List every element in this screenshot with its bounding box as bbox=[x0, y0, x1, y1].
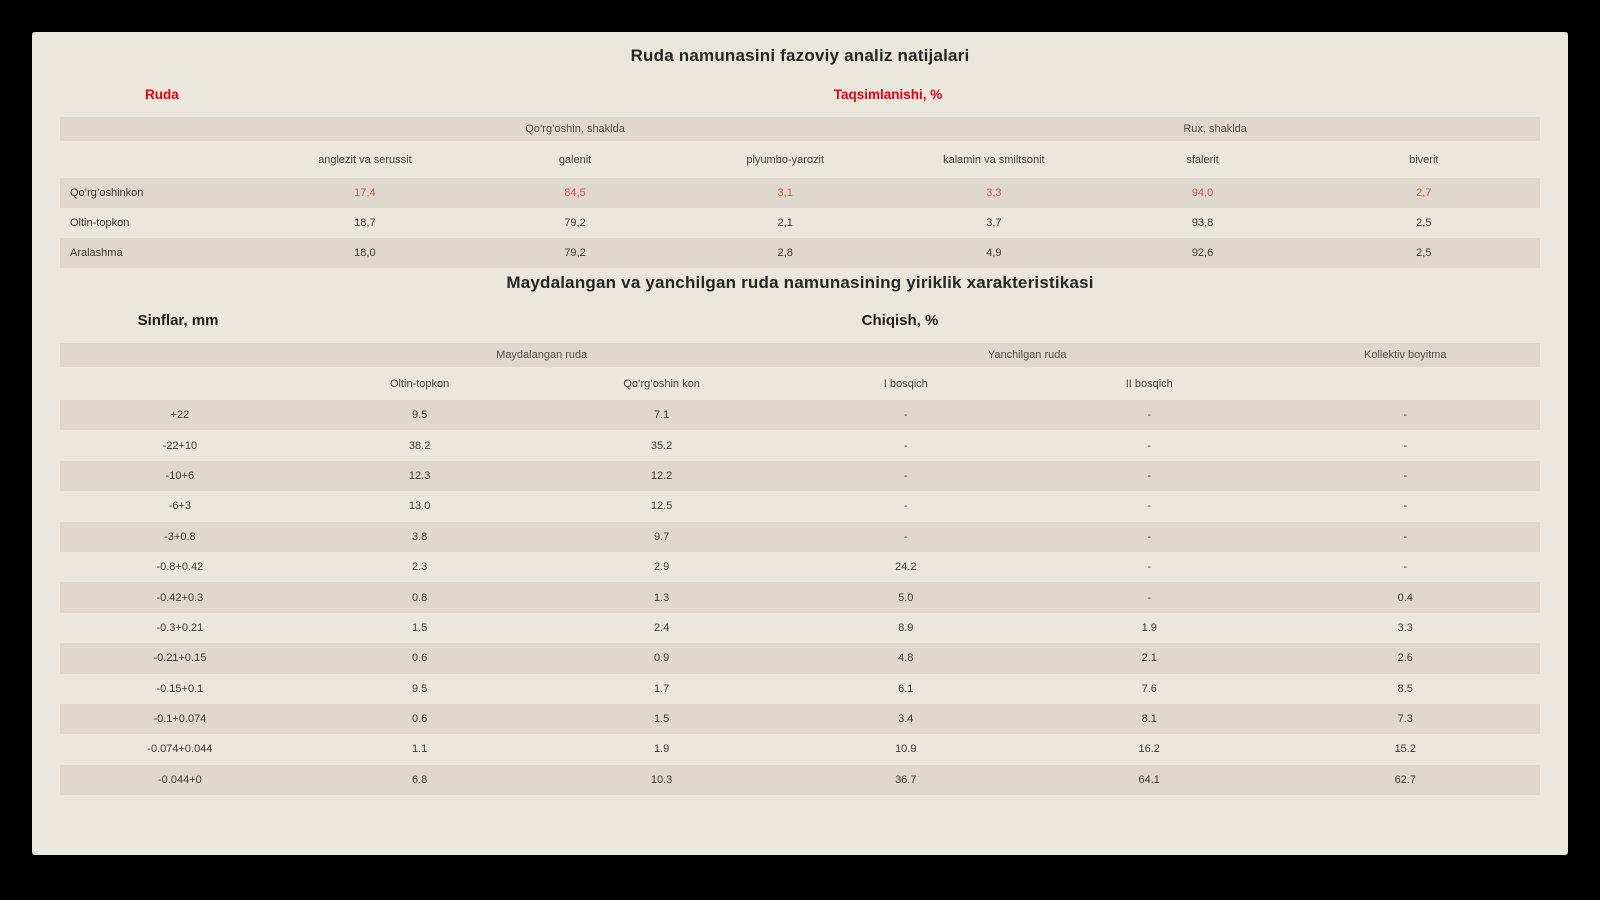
value-cell: 5.0 bbox=[898, 591, 914, 604]
value-cell: - bbox=[1147, 469, 1152, 482]
value-cell: 12.2 bbox=[650, 469, 673, 482]
value-cell: 2,1 bbox=[777, 217, 793, 229]
size-characteristics-table bbox=[60, 343, 1540, 795]
row-label: -0.3+0.21 bbox=[156, 621, 204, 634]
value-cell: 35.2 bbox=[650, 439, 673, 452]
value-cell: - bbox=[1147, 530, 1152, 543]
value-cell: 79,2 bbox=[564, 217, 586, 229]
value-cell: 15.2 bbox=[1394, 743, 1416, 756]
table2-sinflar-label: Sinflar, mm bbox=[137, 312, 219, 329]
value-cell: 3.8 bbox=[411, 530, 428, 543]
group-header: Kollektiv boyitma bbox=[1364, 349, 1447, 361]
value-cell: - bbox=[903, 469, 908, 482]
row-label: -10+6 bbox=[165, 469, 195, 482]
table-row bbox=[60, 734, 1540, 764]
column-header: biverit bbox=[1409, 153, 1439, 166]
table2-column-header-row bbox=[60, 367, 1540, 400]
row-label: -6+3 bbox=[168, 500, 192, 513]
row-label: -0.044+0 bbox=[158, 773, 202, 786]
value-cell: 10.3 bbox=[650, 773, 673, 786]
value-cell: 2,7 bbox=[1416, 187, 1432, 199]
value-cell: 1.5 bbox=[411, 621, 428, 634]
value-cell: 64.1 bbox=[1138, 773, 1160, 786]
value-cell: 1.5 bbox=[653, 713, 670, 726]
value-cell: 2.3 bbox=[411, 561, 428, 574]
value-cell: 2,8 bbox=[777, 247, 793, 259]
value-cell: - bbox=[903, 409, 908, 422]
value-cell: 1.9 bbox=[1141, 621, 1157, 634]
row-label: Qo’rg’oshinkon bbox=[70, 187, 144, 199]
value-cell: 8.5 bbox=[1397, 682, 1413, 695]
table-row bbox=[60, 643, 1540, 673]
row-label: -0.15+0.1 bbox=[156, 682, 204, 695]
value-cell: - bbox=[1147, 439, 1152, 452]
value-cell: 9.5 bbox=[411, 409, 428, 422]
table-row bbox=[60, 491, 1540, 521]
value-cell: 2.4 bbox=[653, 621, 670, 634]
value-cell: 94,0 bbox=[1191, 187, 1214, 199]
column-header: Qo’rg’oshin kon bbox=[623, 377, 700, 390]
value-cell: 17,4 bbox=[354, 187, 376, 199]
value-cell: - bbox=[1403, 469, 1408, 482]
value-cell: 84,5 bbox=[564, 187, 586, 199]
value-cell: 4.8 bbox=[898, 652, 914, 665]
value-cell: - bbox=[1403, 530, 1408, 543]
value-cell: - bbox=[903, 530, 908, 543]
table-row bbox=[60, 461, 1540, 491]
value-cell: 3,7 bbox=[986, 217, 1002, 229]
column-header: kalamin va smiltsonit bbox=[943, 153, 1045, 166]
content-card bbox=[32, 32, 1568, 855]
value-cell: 8.1 bbox=[1141, 713, 1157, 726]
value-cell: 8.9 bbox=[898, 621, 914, 634]
value-cell: 24.2 bbox=[895, 561, 917, 574]
row-label: -0.1+0.074 bbox=[153, 713, 207, 726]
value-cell: 0.6 bbox=[411, 713, 428, 726]
value-cell: 3,1 bbox=[777, 187, 793, 199]
table1-column-header-row bbox=[60, 141, 1540, 178]
row-label: +22 bbox=[170, 409, 190, 422]
value-cell: 7.1 bbox=[653, 409, 670, 422]
value-cell: 2.9 bbox=[653, 561, 670, 574]
value-cell: 93,8 bbox=[1191, 217, 1214, 229]
value-cell: 92,6 bbox=[1191, 247, 1214, 259]
value-cell: 2.1 bbox=[1141, 652, 1157, 665]
row-label: -3+0.8 bbox=[164, 530, 196, 543]
value-cell: 0.8 bbox=[411, 591, 428, 604]
value-cell: 3.3 bbox=[1397, 621, 1413, 634]
value-cell: - bbox=[903, 500, 908, 513]
value-cell: 7.3 bbox=[1397, 713, 1413, 726]
value-cell: - bbox=[903, 439, 908, 452]
group-header: Maydalangan ruda bbox=[496, 349, 588, 361]
column-header: galenit bbox=[558, 153, 592, 166]
value-cell: 36.7 bbox=[895, 773, 917, 786]
value-cell: 18,7 bbox=[354, 217, 376, 229]
table-row bbox=[60, 208, 1540, 238]
column-header: I bosqich bbox=[883, 377, 928, 390]
table-row bbox=[60, 704, 1540, 734]
group-header: Yanchilgan ruda bbox=[987, 349, 1067, 361]
value-cell: 3,3 bbox=[986, 187, 1002, 199]
row-label: Aralashma bbox=[70, 247, 123, 259]
row-label: -0.074+0.044 bbox=[147, 743, 213, 756]
value-cell: 6.8 bbox=[411, 773, 428, 786]
row-label: -0.21+0.15 bbox=[153, 652, 207, 665]
table-row bbox=[60, 765, 1540, 795]
value-cell: 1.3 bbox=[653, 591, 670, 604]
group-header: Rux, shaklda bbox=[1183, 123, 1247, 135]
value-cell: 13.0 bbox=[408, 500, 431, 513]
row-label: Oltin-topkon bbox=[70, 217, 130, 229]
value-cell: 2,5 bbox=[1416, 247, 1432, 259]
value-cell: 0.9 bbox=[653, 652, 670, 665]
value-cell: 9.5 bbox=[411, 682, 428, 695]
value-cell: - bbox=[1403, 500, 1408, 513]
table-row bbox=[60, 522, 1540, 552]
value-cell: 1.1 bbox=[411, 743, 428, 756]
table-row bbox=[60, 674, 1540, 704]
value-cell: - bbox=[1147, 561, 1152, 574]
value-cell: 0.4 bbox=[1397, 591, 1413, 604]
table-row bbox=[60, 238, 1540, 268]
row-label: -22+10 bbox=[162, 439, 198, 452]
value-cell: 62.7 bbox=[1394, 773, 1416, 786]
table2-group-header-row bbox=[60, 343, 1540, 367]
column-header: II bosqich bbox=[1125, 377, 1173, 390]
table-row bbox=[60, 430, 1540, 460]
table1-group-header-row bbox=[60, 117, 1540, 141]
value-cell: - bbox=[1147, 500, 1152, 513]
value-cell: 0.6 bbox=[411, 652, 428, 665]
row-label: -0.8+0.42 bbox=[156, 561, 204, 574]
size-characteristics-title: Maydalangan va yanchilgan ruda namunasining yiriklik xarakteristikasi bbox=[506, 273, 1094, 292]
value-cell: - bbox=[1147, 591, 1152, 604]
value-cell: 3.4 bbox=[898, 713, 914, 726]
value-cell: 10.9 bbox=[895, 743, 917, 756]
value-cell: 79,2 bbox=[564, 247, 586, 259]
phase-analysis-table bbox=[60, 117, 1540, 268]
value-cell: 38.2 bbox=[408, 439, 431, 452]
table2-chiqish-label: Chiqish, % bbox=[861, 312, 939, 329]
value-cell: 9.7 bbox=[653, 530, 670, 543]
value-cell: 6.1 bbox=[898, 682, 914, 695]
table1-ruda-label: Ruda bbox=[145, 87, 179, 102]
value-cell: - bbox=[1147, 409, 1152, 422]
group-header: Qo’rg’oshin, shaklda bbox=[525, 123, 625, 135]
column-header: anglezit va serussit bbox=[318, 153, 412, 166]
table1-taqsimlanishi-label: Taqsimlanishi, % bbox=[833, 87, 943, 102]
value-cell: 2,5 bbox=[1416, 217, 1432, 229]
row-label: -0.42+0.3 bbox=[156, 591, 204, 604]
column-header: sfalerit bbox=[1186, 153, 1219, 166]
table-row bbox=[60, 613, 1540, 643]
column-header: plyumbo-yarozit bbox=[746, 153, 824, 166]
value-cell: 7.6 bbox=[1141, 682, 1157, 695]
table-row bbox=[60, 582, 1540, 612]
column-header: Oltin-topkon bbox=[389, 377, 450, 390]
table-row bbox=[60, 178, 1540, 208]
value-cell: 4,9 bbox=[986, 247, 1002, 259]
table-row bbox=[60, 400, 1540, 430]
value-cell: - bbox=[1403, 561, 1408, 574]
value-cell: 1.9 bbox=[653, 743, 670, 756]
value-cell: 2.6 bbox=[1397, 652, 1413, 665]
value-cell: 18,0 bbox=[354, 247, 376, 259]
value-cell: 12.5 bbox=[650, 500, 673, 513]
table-row bbox=[60, 552, 1540, 582]
value-cell: - bbox=[1403, 439, 1408, 452]
value-cell: - bbox=[1403, 409, 1408, 422]
phase-analysis-title: Ruda namunasini fazoviy analiz natijalari bbox=[630, 46, 970, 65]
value-cell: 12.3 bbox=[408, 469, 431, 482]
value-cell: 1.7 bbox=[653, 682, 670, 695]
value-cell: 16.2 bbox=[1138, 743, 1160, 756]
